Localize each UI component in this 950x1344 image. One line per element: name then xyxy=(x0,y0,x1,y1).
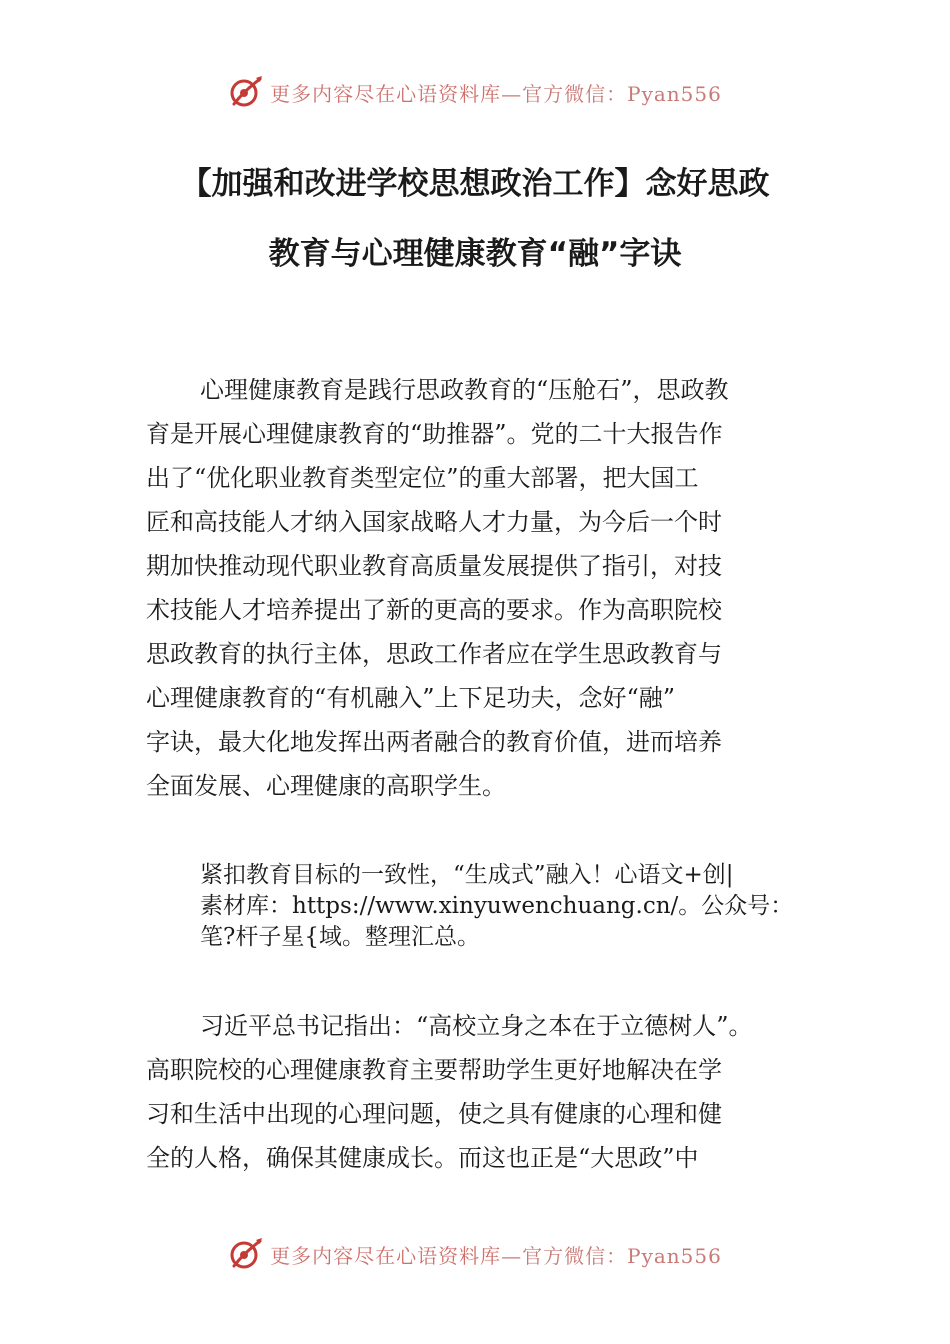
paragraph-line: 习近平总书记指出：“高校立身之本在于立德树人”。 xyxy=(200,1012,753,1040)
paragraph-line: 全面发展、心理健康的高职学生。 xyxy=(146,772,506,800)
footer-banner xyxy=(0,1234,950,1274)
paragraph-line: 素材库：https://www.xinyuwenchuang.cn/。公众号： xyxy=(200,893,794,919)
banner-wechat: —官方微信：Pyan556 xyxy=(501,81,722,106)
paragraph-1 xyxy=(146,368,816,808)
paragraph-line: 心理健康教育是践行思政教育的“压舱石”，思政教 xyxy=(200,376,729,404)
banner-title: 更多内容尽在心语资料库 xyxy=(270,81,502,106)
brush-logo-icon xyxy=(228,74,264,110)
banner-title: 更多内容尽在心语资料库 xyxy=(270,1243,502,1268)
paragraph-3 xyxy=(146,1004,816,1180)
paragraph-line: 习和生活中出现的心理问题，使之具有健康的心理和健 xyxy=(146,1100,722,1128)
paragraph-line: 出了“优化职业教育类型定位”的重大部署，把大国工 xyxy=(146,464,699,492)
paragraph-2 xyxy=(200,860,840,953)
paragraph-line: 期加快推动现代职业教育高质量发展提供了指引，对技 xyxy=(146,552,722,580)
paragraph-line: 匠和高技能人才纳入国家战略人才力量，为今后一个时 xyxy=(146,508,722,536)
paragraph-line: 思政教育的执行主体，思政工作者应在学生思政教育与 xyxy=(146,640,722,668)
paragraph-line: 育是开展心理健康教育的“助推器”。党的二十大报告作 xyxy=(146,420,723,448)
paragraph-line: 紧扣教育目标的一致性，“生成式”融入！心语文+创| xyxy=(200,862,734,888)
paragraph-line: 字诀，最大化地发挥出两者融合的教育价值，进而培养 xyxy=(146,728,722,756)
paragraph-line: 高职院校的心理健康教育主要帮助学生更好地解决在学 xyxy=(146,1056,722,1084)
paragraph-line: 全的人格，确保其健康成长。而这也正是“大思政”中 xyxy=(146,1144,699,1172)
article-title-line-1: 【加强和改进学校思想政治工作】念好思政 xyxy=(180,166,770,202)
paragraph-line: 术技能人才培养提出了新的更高的要求。作为高职院校 xyxy=(146,596,722,624)
brush-logo-icon xyxy=(228,1236,264,1272)
article-title-line-2: 教育与心理健康教育“融”字诀 xyxy=(268,236,682,272)
paragraph-line: 心理健康教育的“有机融入”上下足功夫，念好“融” xyxy=(146,684,676,712)
banner-wechat: —官方微信：Pyan556 xyxy=(501,1243,722,1268)
paragraph-line: 笔?杆子星{域。整理汇总。 xyxy=(200,924,480,950)
header-banner xyxy=(0,72,950,112)
